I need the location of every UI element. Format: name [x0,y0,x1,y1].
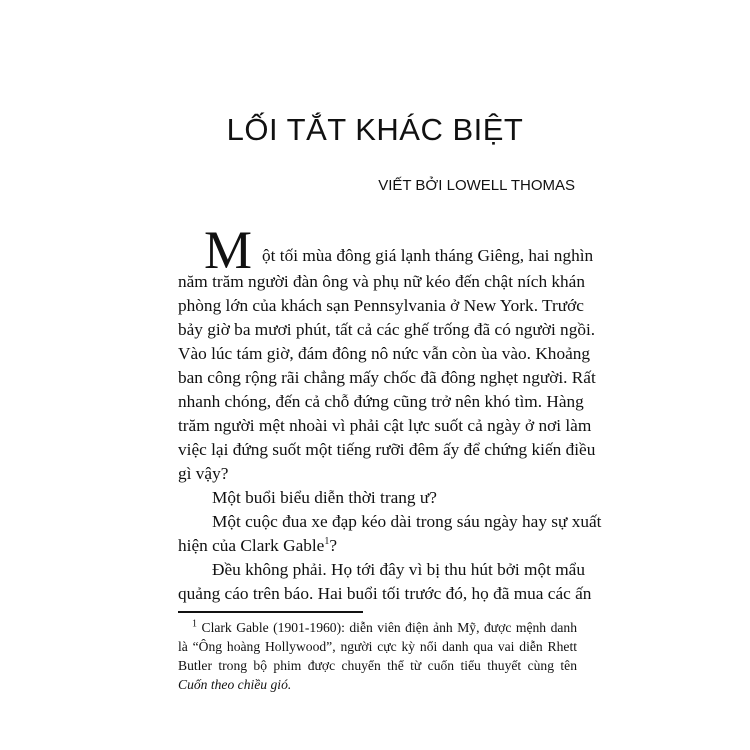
drop-cap: M [204,220,253,280]
body-line: gì vậy? [178,464,229,483]
footnote-marker: 1 [192,618,197,630]
chapter-title: LỐI TẮT KHÁC BIỆT [226,112,524,147]
footnote-line: Cuốn theo chiều gió. [178,677,292,692]
body-line: việc lại đứng suốt một tiếng rưỡi đêm ấy để chứng kiến điều [178,440,596,459]
body-line: bảy giờ ba mươi phút, tất cả các ghế trống đã có người ngồi. [178,320,596,339]
body-line: nhanh chóng, đến cả chỗ đứng cũng trở nên khó tìm. Hàng [178,392,584,411]
body-line: ột tối mùa đông giá lạnh tháng Giêng, hai nghìn [262,246,594,265]
footnote-line: là “Ông hoàng Hollywood”, người cực kỳ nổi danh qua vai diễn Rhett [178,639,577,654]
footnote-line [192,619,577,637]
footnote-text: Clark Gable (1901-1960): diễn viên điện ảnh Mỹ, được mệnh danh [201,620,577,635]
body-text: ? [329,536,338,555]
body-line: năm trăm người đàn ông và phụ nữ kéo đến chật ních khán [178,272,585,291]
chapter-byline: VIẾT BỞI LOWELL THOMAS [378,177,575,194]
body-line: quảng cáo trên báo. Hai buổi tối trước đó, họ đã mua các ấn [178,584,592,603]
footnote-line: Butler trong bộ phim được chuyển thể từ cuốn tiểu thuyết cùng tên [178,658,577,673]
body-line [178,536,577,556]
body-line: Vào lúc tám giờ, đám đông nô nức vẫn còn ùa vào. Khoảng [178,344,591,363]
body-line: Một cuộc đua xe đạp kéo dài trong sáu ngày hay sự xuất [212,512,602,531]
body-line: ban công rộng rãi chẳng mấy chốc đã đông nghẹt người. Rất [178,368,596,387]
body-line: Một buổi biểu diễn thời trang ư? [212,488,437,507]
body-line: phòng lớn của khách sạn Pennsylvania ở New York. Trước [178,296,584,315]
footnote-rule [178,611,363,613]
body-text: hiện của Clark Gable [178,536,325,555]
body-line: trăm người mệt nhoài vì phải cật lực suốt cả ngày ở nơi làm [178,416,592,435]
body-line: Đều không phải. Họ tới đây vì bị thu hút bởi một mẩu [212,560,585,579]
footnote-reference[interactable]: 1 [324,536,330,548]
